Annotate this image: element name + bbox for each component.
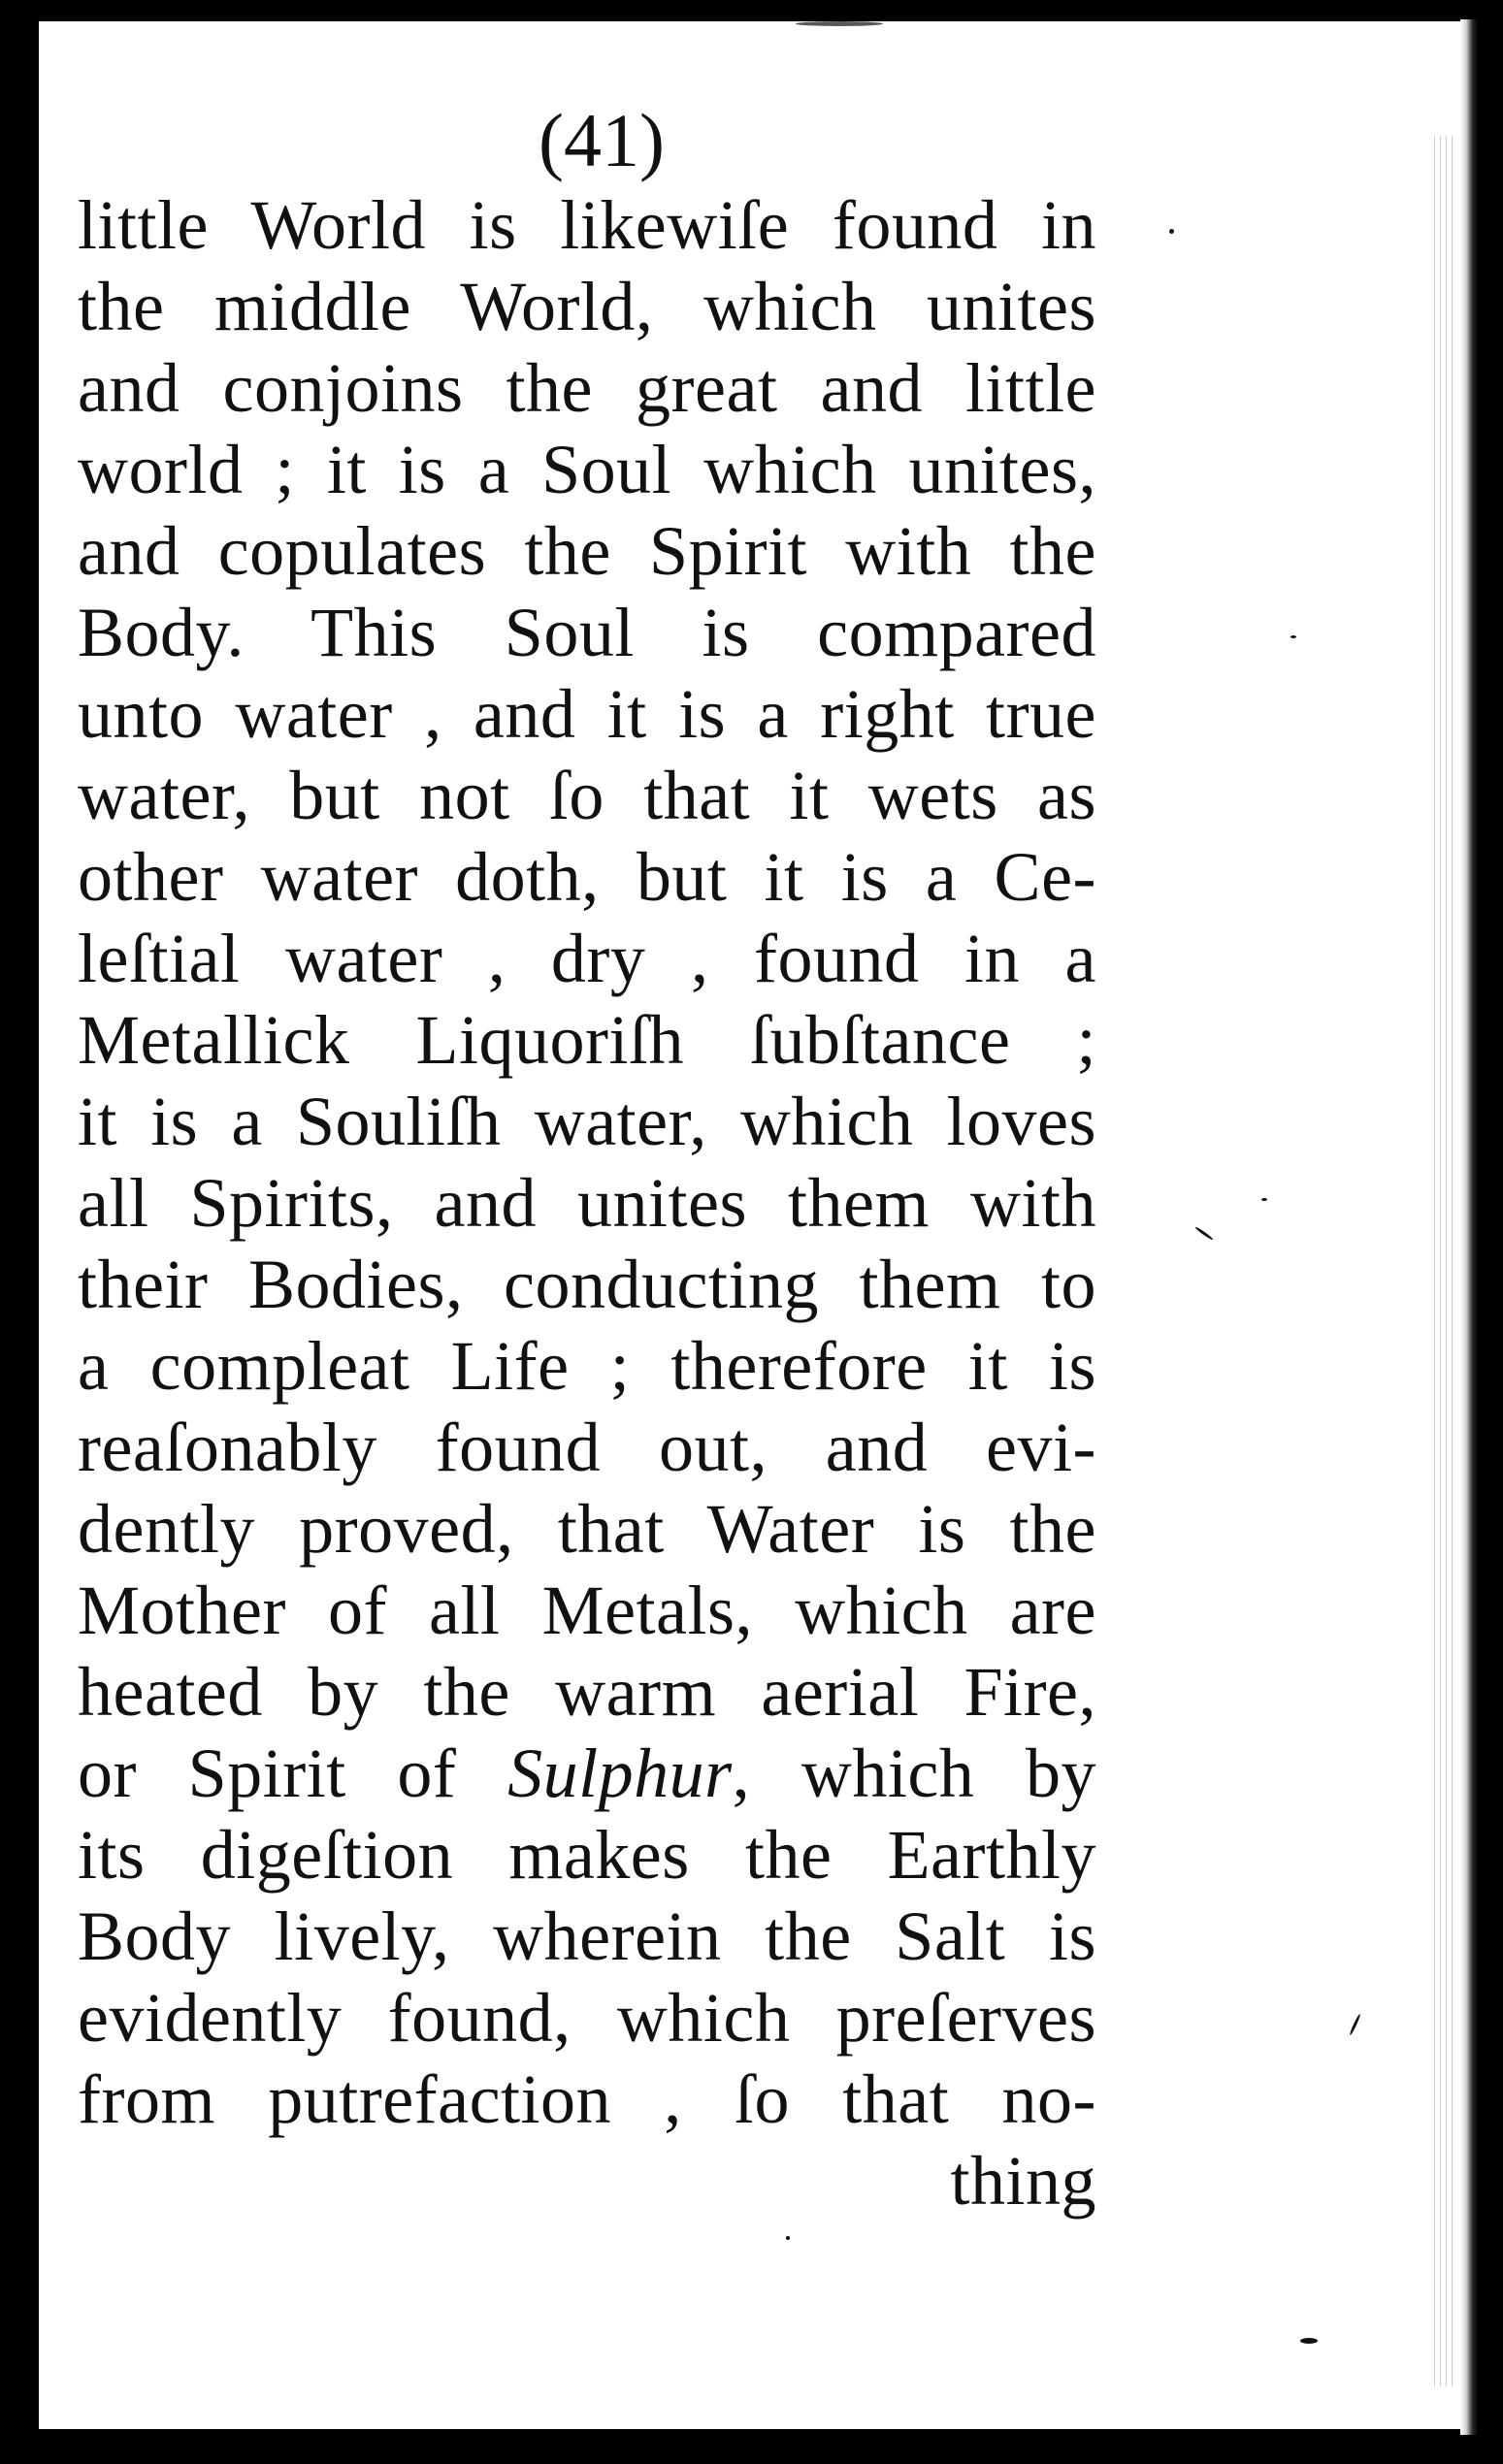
page-edges (1429, 136, 1454, 2386)
text-line: the middle World, which unites (78, 268, 1096, 345)
scan-speck (1349, 2013, 1361, 2035)
text-fragment: or Spirit of (78, 1735, 508, 1812)
italic-term: Sulphur (507, 1735, 733, 1812)
text-line: a compleat Life ; therefore it is (78, 1327, 1096, 1405)
text-line: water, but not ſo that it wets as (78, 757, 1096, 834)
text-line: little World is likewiſe found in (78, 186, 1096, 264)
scan-speck (796, 21, 883, 26)
scan-border-bottom (0, 2429, 1503, 2464)
scan-speck (786, 2236, 790, 2240)
text-line: reaſonably found out, and evi- (78, 1409, 1096, 1486)
text-line: Mother of all Metals, which are (78, 1572, 1096, 1649)
scan-speck (1169, 229, 1174, 234)
text-line: heated by the warm aerial Fire, (78, 1653, 1096, 1731)
scan-speck (1291, 635, 1296, 638)
scan-speck (1194, 1226, 1214, 1241)
scan-border-top (0, 0, 1503, 21)
body-text (78, 184, 1096, 2221)
text-line: Body. This Soul is compared (78, 594, 1096, 671)
scan-speck (1300, 2338, 1318, 2344)
catchword: thing (950, 2142, 1096, 2220)
scan-border-right (1478, 0, 1503, 2464)
text-line: their Bodies, conducting them to (78, 1246, 1096, 1323)
scan-speck (1261, 1198, 1267, 1201)
text-line: and copulates the Spirit with the (78, 512, 1096, 590)
text-line: from putrefaction , ſo that no- (78, 2060, 1096, 2138)
text-line: evidently found, which preſerves (78, 1979, 1096, 2057)
book-spine-shadow (1460, 19, 1478, 2435)
text-line: other water doth, but it is a Ce- (78, 838, 1096, 916)
text-line: world ; it is a Soul which unites, (78, 431, 1096, 508)
page-number: (41) (539, 98, 665, 182)
text-line: dently proved, that Water is the (78, 1490, 1096, 1568)
text-line: unto water , and it is a right true (78, 675, 1096, 753)
text-line: all Spirits, and unites them with (78, 1164, 1096, 1242)
text-line: its digeſtion makes the Earthly (78, 1816, 1096, 1894)
text-line: Body lively, wherein the Salt is (78, 1897, 1096, 1975)
text-line: Metallick Liquoriſh ſubſtance ; (78, 1001, 1096, 1079)
text-line: it is a Souliſh water, which loves (78, 1083, 1096, 1160)
text-line: leſtial water , dry , found in a (78, 920, 1096, 997)
scan-border-left (0, 0, 39, 2464)
text-fragment: , which by (732, 1735, 1096, 1812)
text-line (78, 1733, 1096, 1814)
text-line: and conjoins the great and little (78, 349, 1096, 427)
